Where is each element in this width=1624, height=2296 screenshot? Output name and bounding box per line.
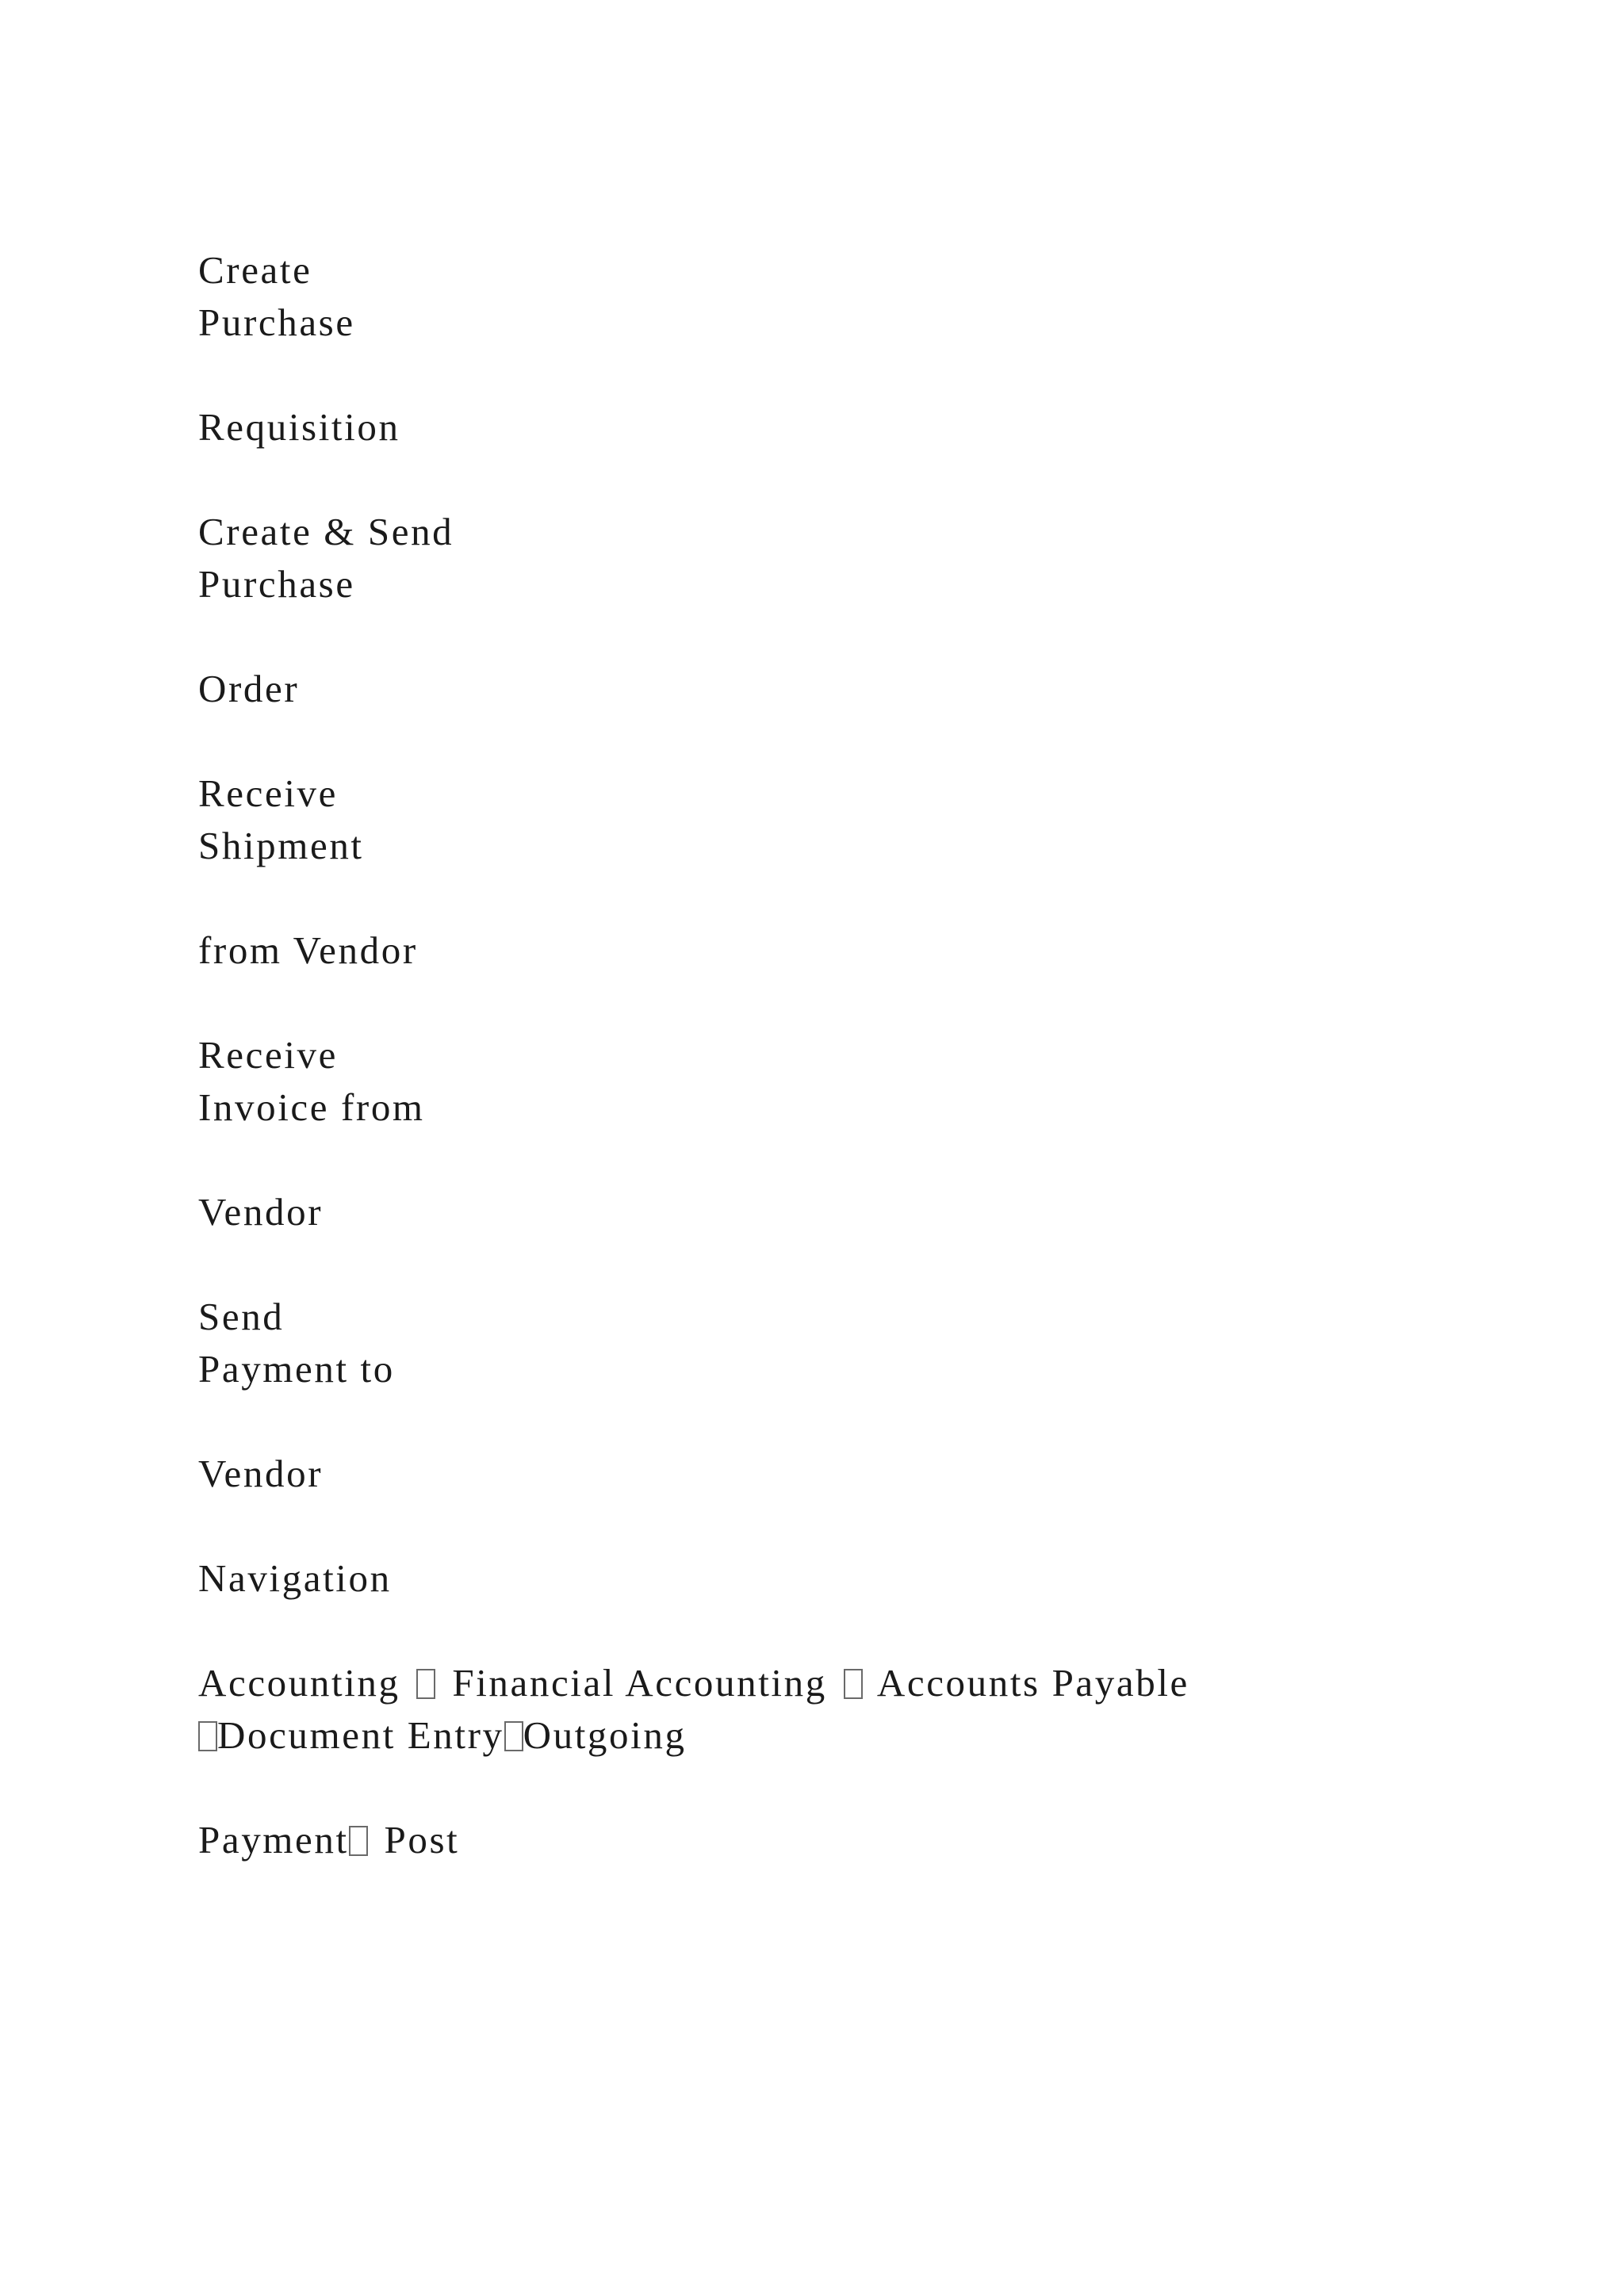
nav-item-accounts-payable: Accounts Payable: [876, 1661, 1189, 1705]
spacer: [198, 977, 1546, 1029]
nav-item-financial-accounting: Financial Accounting: [452, 1661, 827, 1705]
navigation-path-line-3: [198, 1814, 1546, 1866]
step-4-tail: Vendor: [198, 1190, 324, 1234]
step-5-line-1: Send: [198, 1295, 285, 1338]
missing-glyph-icon: [349, 1826, 368, 1856]
step-1-line-2: Purchase: [198, 300, 355, 344]
step-4-line-1: Receive: [198, 1033, 338, 1077]
missing-glyph-icon: [844, 1669, 863, 1699]
missing-glyph-icon: [198, 1721, 217, 1751]
spacer: [198, 1238, 1546, 1291]
navigation-heading: Navigation: [198, 1556, 392, 1600]
nav-item-payment: Payment: [198, 1818, 349, 1862]
nav-item-accounting: Accounting: [198, 1661, 400, 1705]
step-2-tail: Order: [198, 667, 300, 710]
step-3-line-1: Receive: [198, 771, 338, 815]
missing-glyph-icon: [504, 1721, 523, 1751]
step-3-tail: from Vendor: [198, 928, 418, 972]
document-body: [198, 244, 1546, 1866]
step-2-line-2: Purchase: [198, 562, 355, 606]
spacer: [198, 1134, 1546, 1186]
step-2-line-1: Create & Send: [198, 510, 454, 553]
spacer: [198, 1395, 1546, 1448]
spacer: [198, 453, 1546, 506]
spacer: [198, 872, 1546, 924]
spacer: [198, 1500, 1546, 1552]
navigation-path-line-1: [198, 1657, 1546, 1709]
step-1-line-1: Create: [198, 248, 312, 292]
spacer: [198, 349, 1546, 401]
missing-glyph-icon: [416, 1669, 435, 1699]
navigation-path-line-2: [198, 1709, 1546, 1762]
step-3-line-2: Shipment: [198, 824, 364, 867]
spacer: [198, 1762, 1546, 1814]
step-4-line-2: Invoice from: [198, 1085, 425, 1129]
step-1-tail: Requisition: [198, 405, 400, 449]
nav-item-outgoing: Outgoing: [523, 1713, 687, 1757]
nav-item-post: Post: [384, 1818, 460, 1862]
spacer: [198, 715, 1546, 767]
spacer: [198, 1605, 1546, 1657]
step-5-tail: Vendor: [198, 1452, 324, 1495]
nav-item-document-entry: Document Entry: [217, 1713, 504, 1757]
spacer: [198, 610, 1546, 663]
step-5-line-2: Payment to: [198, 1347, 395, 1391]
